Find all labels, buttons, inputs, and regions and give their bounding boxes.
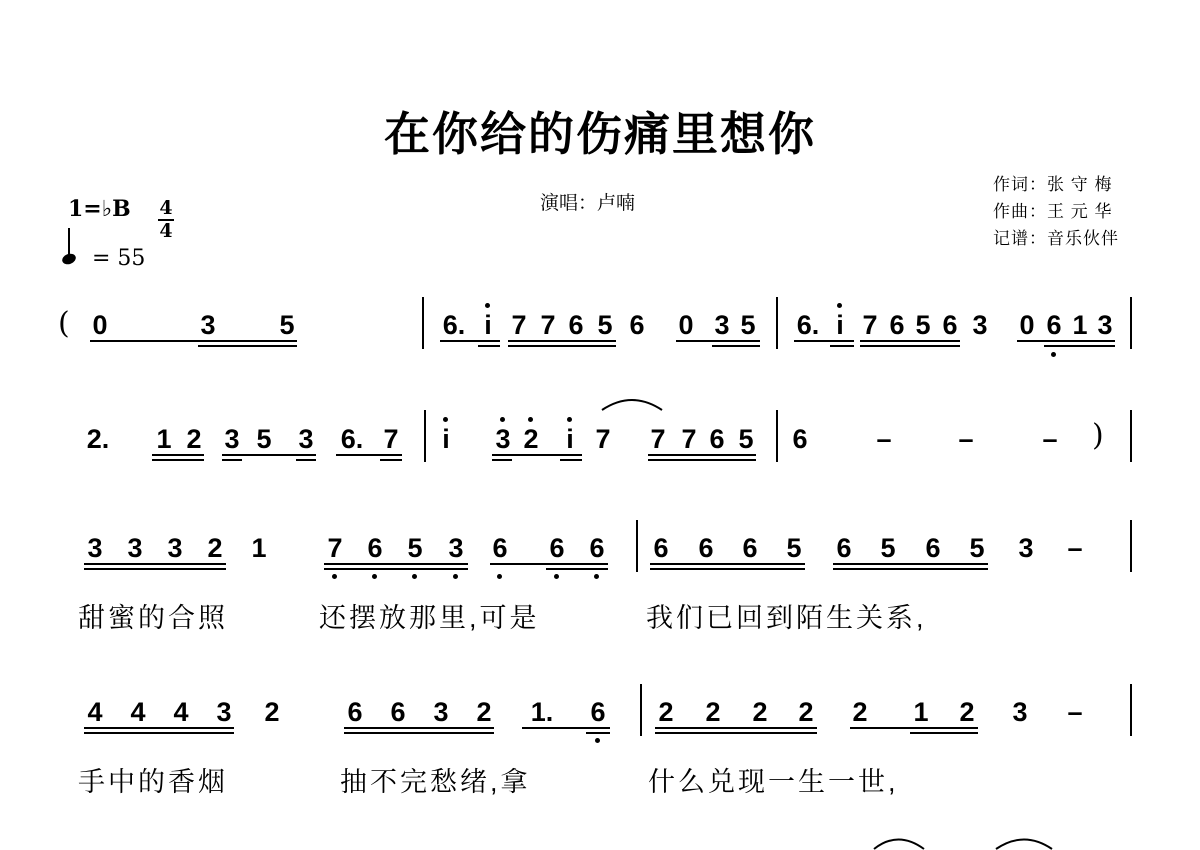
note: 6 <box>590 697 606 727</box>
underline <box>508 345 616 347</box>
underline <box>324 568 468 570</box>
barline <box>776 297 778 349</box>
close-paren: ) <box>1092 418 1104 453</box>
key-signature: 1=♭B <box>68 196 131 222</box>
underline <box>560 459 582 461</box>
underline <box>648 459 756 461</box>
note: 3 <box>448 533 464 563</box>
note: 4 <box>87 697 103 727</box>
open-paren: ( <box>58 306 70 341</box>
underline <box>152 454 204 456</box>
underline <box>490 563 608 565</box>
note: 6 <box>549 533 565 563</box>
note: 2 <box>705 697 721 727</box>
underline <box>546 568 608 570</box>
time-signature-top: 4 <box>159 197 173 219</box>
underline <box>492 459 512 461</box>
note: 5 <box>407 533 423 563</box>
underline <box>522 727 610 729</box>
underline <box>152 459 204 461</box>
barline <box>1130 297 1132 349</box>
note: 6. <box>442 310 466 340</box>
low-dot <box>554 574 559 579</box>
note: 3 <box>167 533 183 563</box>
note: 6 <box>367 533 383 563</box>
underline <box>336 454 402 456</box>
lyricist-credit: 作词：张 守 梅 <box>993 175 1113 194</box>
note: i <box>484 310 492 340</box>
underline <box>586 732 610 734</box>
note: 5 <box>969 533 985 563</box>
note: i <box>442 424 450 454</box>
note: 6 <box>1046 310 1062 340</box>
underline <box>478 345 500 347</box>
note: i <box>836 310 844 340</box>
note: – <box>1042 424 1058 454</box>
underline <box>84 563 226 565</box>
note: 3 <box>298 424 314 454</box>
underline <box>1017 340 1115 342</box>
note: 6 <box>492 533 508 563</box>
time-signature <box>158 198 174 241</box>
note: 2 <box>207 533 223 563</box>
high-dot <box>567 417 572 422</box>
note: 4 <box>173 697 189 727</box>
note: 7 <box>862 310 878 340</box>
underline <box>910 732 978 734</box>
low-dot <box>594 574 599 579</box>
low-dot <box>372 574 377 579</box>
note: 6 <box>709 424 725 454</box>
low-dot <box>1051 352 1056 357</box>
underline <box>90 340 297 342</box>
slur-arcs <box>870 832 1060 850</box>
note: 2 <box>186 424 202 454</box>
note: 6. <box>340 424 364 454</box>
note: 0 <box>678 310 694 340</box>
underline <box>222 459 242 461</box>
underline <box>650 563 805 565</box>
note: 1 <box>156 424 172 454</box>
note: 3 <box>87 533 103 563</box>
note: 3 <box>1097 310 1113 340</box>
underline <box>655 732 817 734</box>
note: 5 <box>279 310 295 340</box>
barline <box>640 684 642 736</box>
underline <box>344 727 494 729</box>
underline <box>222 454 316 456</box>
note: 7 <box>540 310 556 340</box>
high-dot <box>528 417 533 422</box>
note: 0 <box>1019 310 1035 340</box>
barline <box>424 410 426 462</box>
composer-credit: 作曲：王 元 华 <box>993 202 1113 221</box>
note: 2 <box>523 424 539 454</box>
note: – <box>958 424 974 454</box>
underline <box>794 340 854 342</box>
note: 2 <box>852 697 868 727</box>
lyric: 手中的香烟 <box>78 767 228 797</box>
note: 5 <box>597 310 613 340</box>
note: 6 <box>568 310 584 340</box>
note: 4 <box>130 697 146 727</box>
note: 2 <box>798 697 814 727</box>
note: 7 <box>681 424 697 454</box>
underline <box>440 340 500 342</box>
note: 7 <box>511 310 527 340</box>
barline <box>776 410 778 462</box>
underline <box>830 345 854 347</box>
underline <box>84 727 234 729</box>
note: 6 <box>390 697 406 727</box>
lyric: 还摆放那里,可是 <box>319 603 540 633</box>
note: 3 <box>972 310 988 340</box>
note: 6 <box>836 533 852 563</box>
note: 7 <box>327 533 343 563</box>
high-dot <box>485 303 490 308</box>
quarter-note-icon <box>61 252 78 266</box>
underline <box>1044 345 1115 347</box>
note: 6 <box>742 533 758 563</box>
note: 1 <box>1072 310 1088 340</box>
underline <box>833 568 988 570</box>
barline <box>1130 684 1132 736</box>
note: 3 <box>216 697 232 727</box>
note: 1 <box>251 533 267 563</box>
note: 0 <box>92 310 108 340</box>
note: 5 <box>256 424 272 454</box>
note: 3 <box>495 424 511 454</box>
note: 5 <box>915 310 931 340</box>
note: 6 <box>629 310 645 340</box>
underline <box>296 459 316 461</box>
note: 6 <box>942 310 958 340</box>
note: 3 <box>1012 697 1028 727</box>
singer-credit: 演唱：卢喃 <box>540 193 636 214</box>
underline <box>860 340 960 342</box>
low-dot <box>332 574 337 579</box>
high-dot <box>443 417 448 422</box>
underline <box>712 345 760 347</box>
underline <box>380 459 402 461</box>
note: 2 <box>752 697 768 727</box>
underline <box>324 563 468 565</box>
note: 6 <box>653 533 669 563</box>
note: 5 <box>738 424 754 454</box>
note: i <box>566 424 574 454</box>
note: 2 <box>264 697 280 727</box>
underline <box>833 563 988 565</box>
note: 6 <box>889 310 905 340</box>
note: 6 <box>792 424 808 454</box>
barline <box>636 520 638 572</box>
song-title: 在你给的伤痛里想你 <box>384 107 816 161</box>
time-signature-bottom: 4 <box>159 220 173 242</box>
note: – <box>1067 533 1083 563</box>
note: 3 <box>200 310 216 340</box>
note: 6 <box>589 533 605 563</box>
note: 1 <box>913 697 929 727</box>
underline <box>508 340 616 342</box>
underline <box>850 727 978 729</box>
high-dot <box>500 417 505 422</box>
note: 7 <box>595 424 611 454</box>
underline <box>860 345 960 347</box>
note: 7 <box>383 424 399 454</box>
note: 5 <box>786 533 802 563</box>
note: 2 <box>658 697 674 727</box>
underline <box>492 454 582 456</box>
note: 6. <box>796 310 820 340</box>
underline <box>84 568 226 570</box>
note: 7 <box>650 424 666 454</box>
tie-arc <box>600 394 664 412</box>
low-dot <box>412 574 417 579</box>
underline <box>655 727 817 729</box>
note: 6 <box>698 533 714 563</box>
tempo-mark: = 55 <box>92 246 146 271</box>
note: 5 <box>740 310 756 340</box>
note: 6 <box>925 533 941 563</box>
note: 2 <box>476 697 492 727</box>
barline <box>422 297 424 349</box>
note: 3 <box>1018 533 1034 563</box>
underline <box>676 340 760 342</box>
note: 2. <box>86 424 110 454</box>
underline <box>650 568 805 570</box>
lyric: 我们已回到陌生关系, <box>646 603 927 633</box>
note: 2 <box>959 697 975 727</box>
lyric: 抽不完愁绪,拿 <box>340 767 531 797</box>
high-dot <box>837 303 842 308</box>
transcriber-credit: 记谱：音乐伙伴 <box>993 229 1119 248</box>
note: 1. <box>530 697 554 727</box>
note: 3 <box>433 697 449 727</box>
note: – <box>1067 697 1083 727</box>
note: 3 <box>714 310 730 340</box>
underline <box>198 345 297 347</box>
underline <box>84 732 234 734</box>
low-dot <box>595 738 600 743</box>
note: 5 <box>880 533 896 563</box>
note: 3 <box>127 533 143 563</box>
low-dot <box>497 574 502 579</box>
lyric: 什么兑现一生一世, <box>648 767 899 797</box>
note: 3 <box>224 424 240 454</box>
note: 6 <box>347 697 363 727</box>
underline <box>648 454 756 456</box>
barline <box>1130 520 1132 572</box>
underline <box>344 732 494 734</box>
lyric: 甜蜜的合照 <box>78 603 228 633</box>
low-dot <box>453 574 458 579</box>
note: – <box>876 424 892 454</box>
barline <box>1130 410 1132 462</box>
